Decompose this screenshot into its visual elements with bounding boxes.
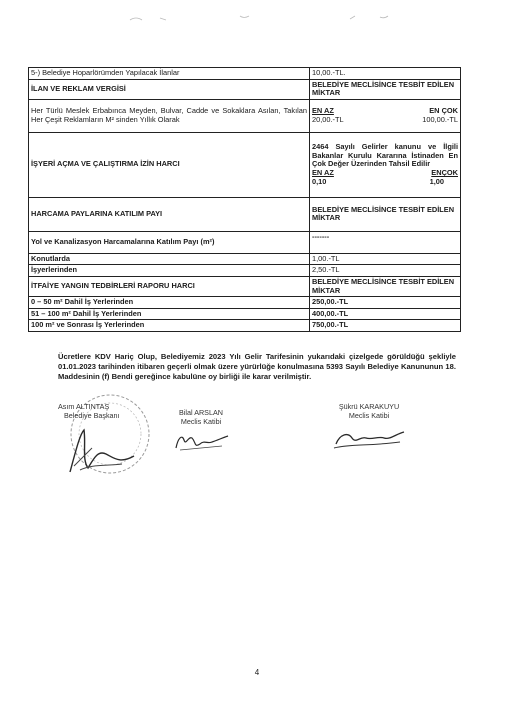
itfaiye-value: BELEDİYE MECLİSİNCE TESBİT EDİLEN MİKTAR bbox=[310, 276, 461, 296]
clerk2-signature bbox=[330, 424, 410, 454]
m100-value: 750,00.-TL bbox=[310, 320, 461, 332]
mayor-name: Asım ALTINTAŞ bbox=[58, 402, 110, 411]
table-row bbox=[29, 79, 461, 99]
signature-block-clerk-1 bbox=[166, 408, 236, 426]
isyeri-max-label: ENÇOK bbox=[431, 168, 458, 178]
isyerleri-value: 2,50.-TL bbox=[310, 265, 461, 277]
konut-value: 1,00.-TL bbox=[310, 253, 461, 265]
clerk1-title: Meclis Katibi bbox=[180, 417, 222, 426]
clerk2-title: Meclis Katibi bbox=[348, 411, 390, 420]
isyeri-min-value: 0,10 bbox=[312, 176, 327, 186]
yol-label: Yol ve Kanalizasyon Harcamalarına Katılım Payı (m²) bbox=[29, 231, 310, 253]
itfaiye-label: İTFAİYE YANGIN TEDBİRLERİ RAPORU HARCI bbox=[29, 276, 310, 296]
reklam-label: Her Türlü Meslek Erbabınca Meyden, Bulvar, Cadde ve Sokaklara Asılan, Takılan Her Çeşit Reklamların M² sinden Yıllık Olarak bbox=[29, 99, 310, 132]
isyeri-min-label: EN AZ bbox=[312, 168, 334, 178]
reklam-max-label: EN ÇOK bbox=[429, 106, 458, 116]
table-row bbox=[29, 68, 461, 80]
table-row bbox=[29, 99, 461, 132]
harcama-label: HARCAMA PAYLARINA KATILIM PAYI bbox=[29, 197, 310, 231]
reklam-value bbox=[310, 99, 461, 132]
reklam-limit-values bbox=[312, 116, 458, 125]
konut-label: Konutlarda bbox=[29, 253, 310, 265]
clerk2-name: Şükrü KARAKUYU bbox=[338, 402, 400, 411]
table-row bbox=[29, 265, 461, 277]
ilan-value: BELEDİYE MECLİSİNCE TESBİT EDİLEN MİKTAR bbox=[310, 79, 461, 99]
isyeri-label: İŞYERİ AÇMA VE ÇALIŞTIRMA İZİN HARCI bbox=[29, 132, 310, 197]
mayor-title: Belediye Başkanı bbox=[64, 411, 120, 420]
table-row bbox=[29, 253, 461, 265]
signature-block-mayor bbox=[58, 402, 148, 420]
table-row bbox=[29, 197, 461, 231]
m51-100-label: 51 – 100 m² Dahil İş Yerlerinden bbox=[29, 308, 310, 320]
clerk1-signature bbox=[172, 430, 232, 454]
m51-100-value: 400,00.-TL bbox=[310, 308, 461, 320]
table-row bbox=[29, 276, 461, 296]
mayor-signature bbox=[62, 420, 142, 480]
ilan-label: İLAN VE REKLAM VERGİSİ bbox=[29, 79, 310, 99]
isyeri-value bbox=[310, 132, 461, 197]
harcama-value: BELEDİYE MECLİSİNCE TESBİT EDİLEN MİKTAR bbox=[310, 197, 461, 231]
fee-table bbox=[28, 67, 461, 332]
isyerleri-label: İşyerlerinden bbox=[29, 265, 310, 277]
isyeri-max-value: 1,00 bbox=[429, 176, 444, 186]
table-row bbox=[29, 132, 461, 197]
isyeri-text: 2464 Sayılı Gelirler kanunu ve İlgili Bakanlar Kurulu Kararına İstinaden En Çok Değer Üzerinden Tahsil Edilir bbox=[312, 142, 458, 169]
header-scan-marks bbox=[120, 8, 420, 28]
reklam-max-value: 100,00.-TL bbox=[422, 114, 458, 124]
m0-50-label: 0 – 50 m² Dahil İş Yerlerinden bbox=[29, 297, 310, 309]
table-row bbox=[29, 308, 461, 320]
page-number: 4 bbox=[254, 668, 260, 677]
decision-note: Ücretlere KDV Hariç Olup, Belediyemiz 2023 Yılı Gelir Tarifesinin yukarıdaki çizelgede görüldüğü şekliyle 01.01.2023 tarihinden itibaren geçerli olmak üzere yürürlüğe konulmasına 5393 Sayılı Belediye Kanununun 18. Maddesinin (f) Bendi gereğince kabulüne oy birliği ile karar verilmiştir. bbox=[58, 352, 456, 381]
signature-block-clerk-2 bbox=[328, 402, 410, 420]
reklam-min-value: 20,00.-TL bbox=[312, 114, 344, 124]
reklam-min-label: EN AZ bbox=[312, 106, 334, 116]
table-row bbox=[29, 231, 461, 253]
yol-value: ------- bbox=[310, 231, 461, 253]
isyeri-limit-values bbox=[312, 178, 458, 187]
hoparlor-label: 5-) Belediye Hoparlörümden Yapılacak İlanlar bbox=[29, 68, 310, 80]
table-row bbox=[29, 320, 461, 332]
m0-50-value: 250,00.-TL bbox=[310, 297, 461, 309]
table-row bbox=[29, 297, 461, 309]
clerk1-name: Bilal ARSLAN bbox=[179, 408, 223, 417]
hoparlor-value: 10,00.-TL. bbox=[310, 68, 461, 80]
m100-label: 100 m² ve Sonrası İş Yerlerinden bbox=[29, 320, 310, 332]
